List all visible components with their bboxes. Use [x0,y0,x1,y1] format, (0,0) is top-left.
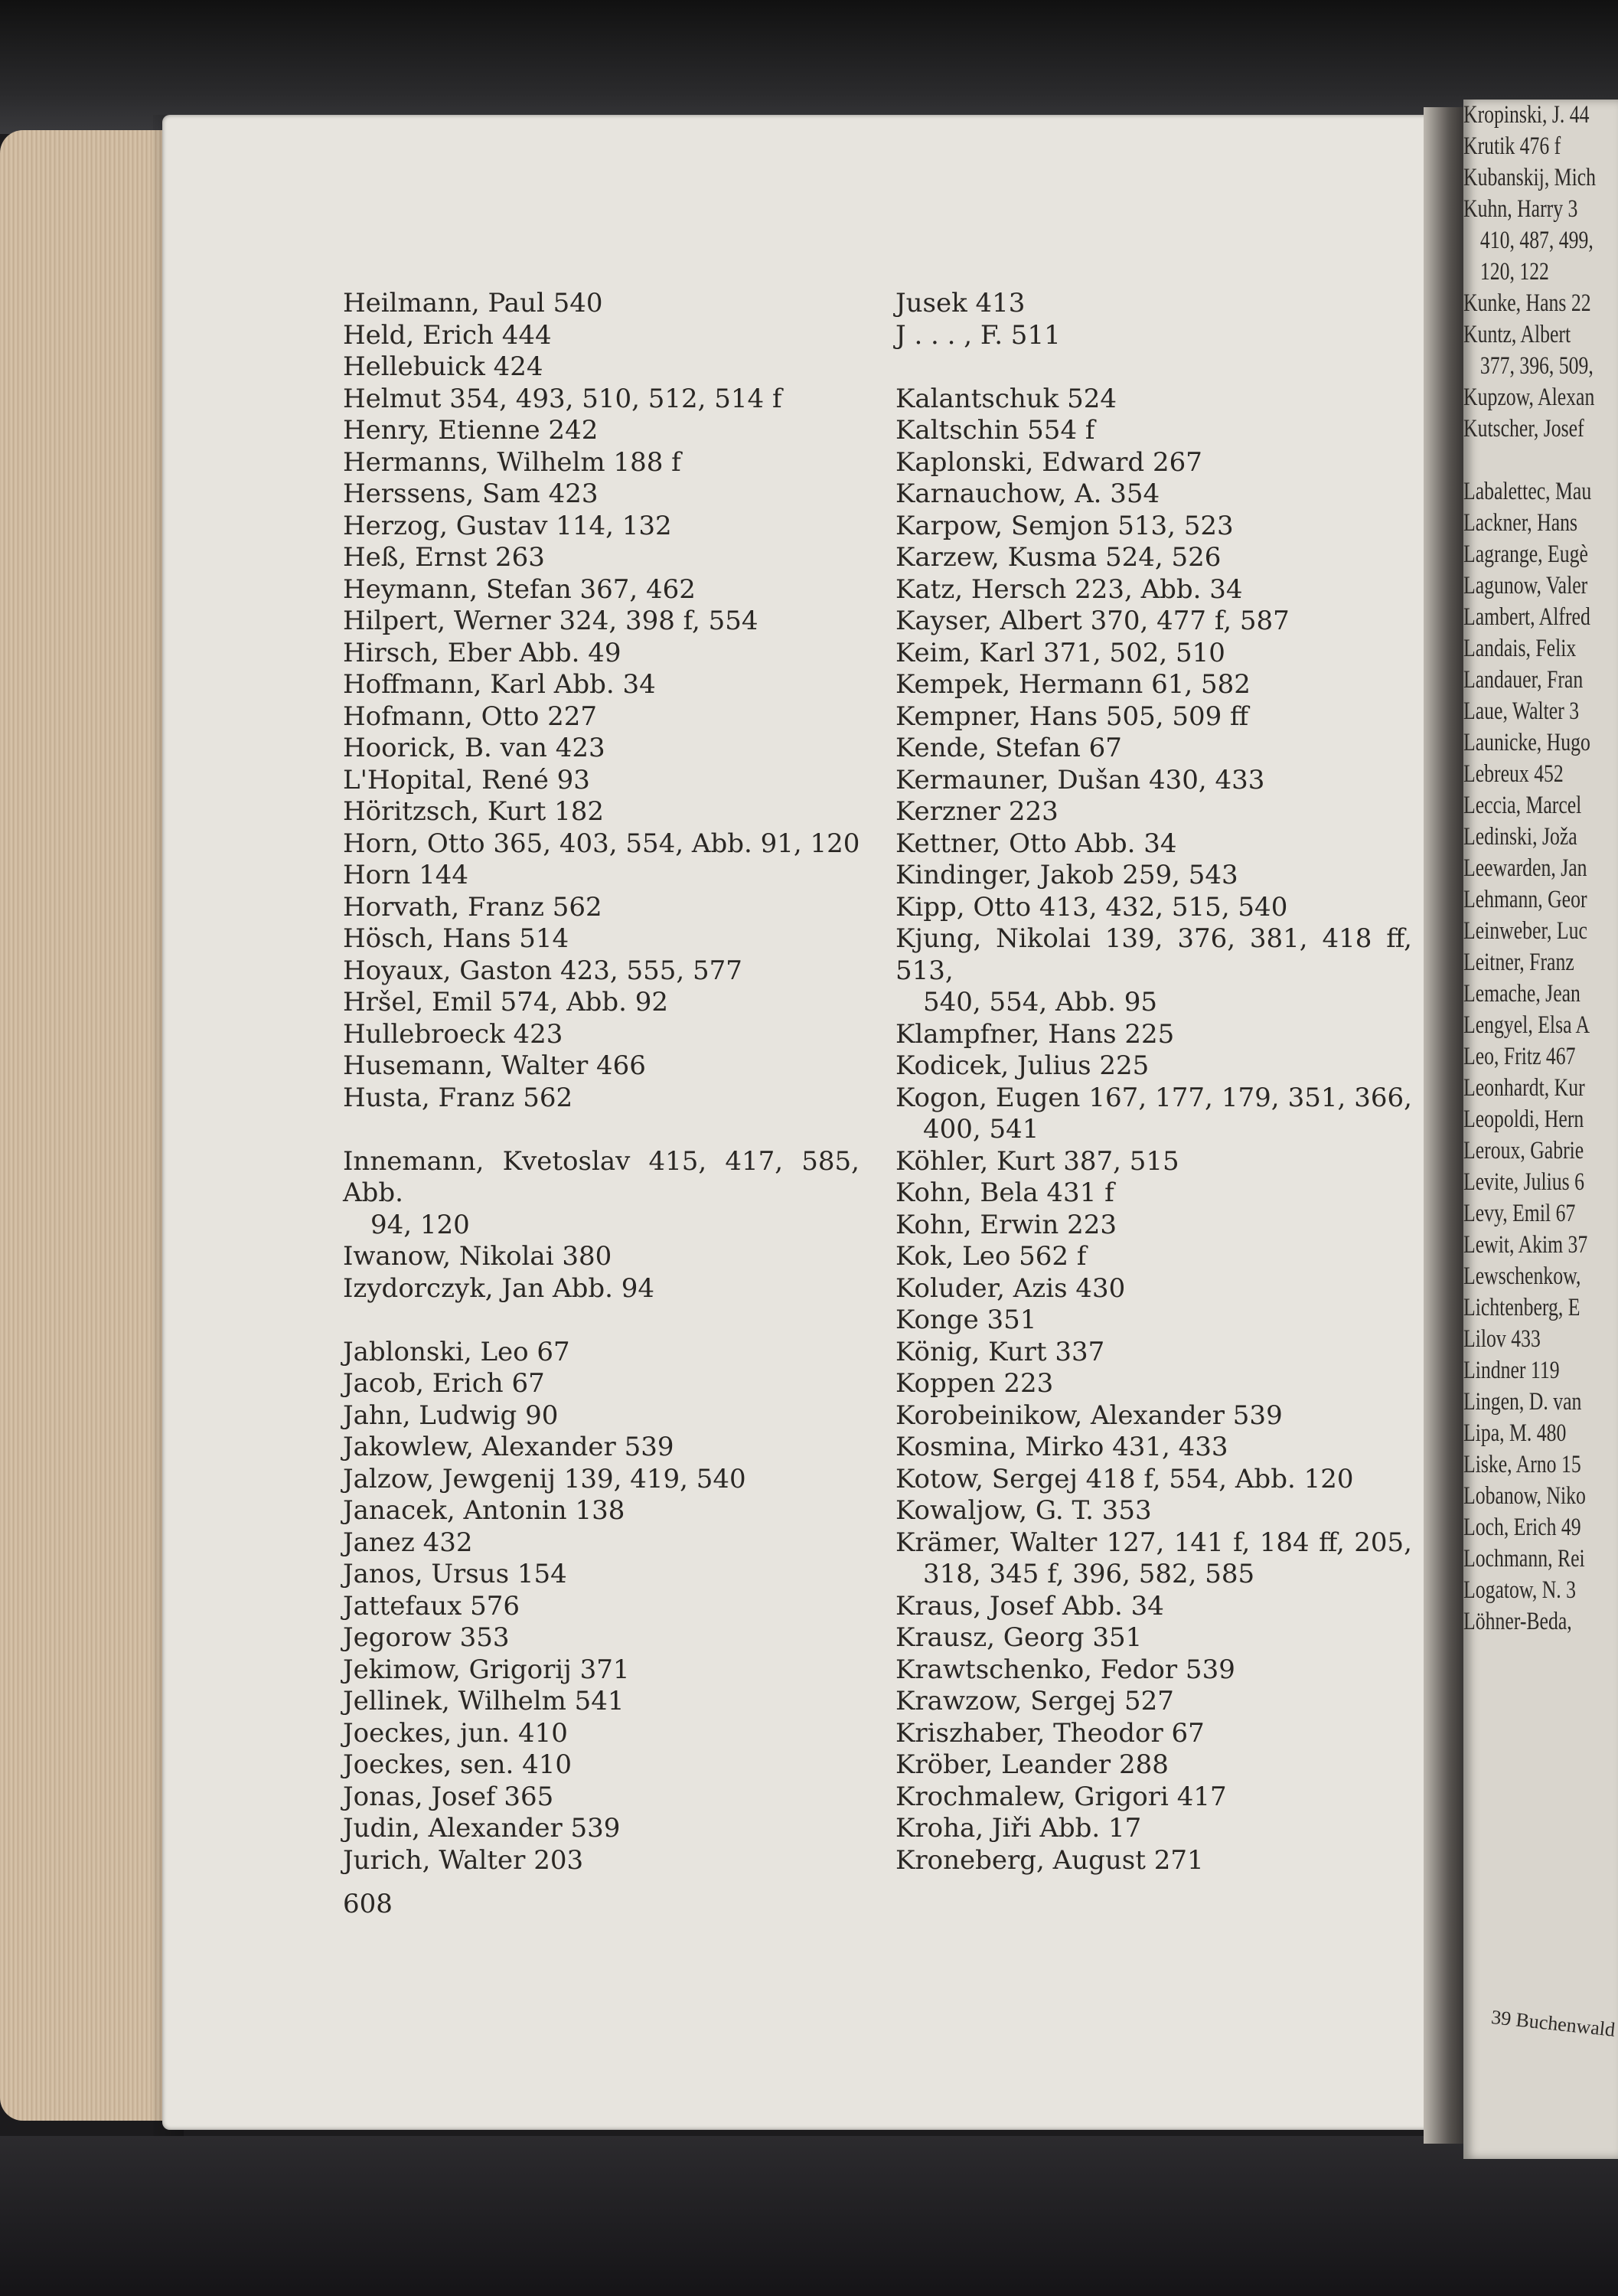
index-entry: Jusek 413 [895,288,1026,318]
next-page-index-fragment [1463,100,1597,1638]
fragment-index-entry: Lochmann, Rei [1463,1545,1585,1573]
index-entry: Kotow, Sergej 418 f, 554, Abb. 120 [895,1463,1354,1494]
fragment-index-entry: Lagunow, Valer [1463,572,1588,599]
index-entry-continuation: 540, 554, Abb. 95 [923,987,1157,1017]
index-entry-continuation: 318, 345 f, 396, 582, 585 [923,1559,1255,1589]
book-page-right-partial [1463,100,1618,2159]
fragment-index-entry: Labalettec, Mau [1463,478,1592,505]
index-entry: Jattefaux 576 [343,1590,520,1622]
index-entry-continuation: 400, 541 [923,1114,1039,1145]
dark-background-top [0,0,1618,134]
index-entry: Herssens, Sam 423 [343,478,599,509]
fragment-index-entry: Lichtenberg, E [1463,1294,1580,1321]
section-gap [1463,445,1589,476]
fragment-index-entry: Löhner-Beda, [1463,1608,1572,1635]
next-page-footer: 39 Buchenwald [1489,2006,1616,2041]
fragment-index-entry: Lemache, Jean [1463,980,1580,1008]
fragment-index-entry: Leinweber, Luc [1463,917,1587,945]
index-entry: Kriszhaber, Theodor 67 [895,1717,1205,1749]
index-entry: Horvath, Franz 562 [343,891,602,923]
index-entry: Klampfner, Hans 225 [895,1018,1175,1050]
index-entry: Kalantschuk 524 [895,383,1117,414]
index-entry: Kjung, Nikolai 139, 376, 381, 418 ff, 513, [895,923,1412,986]
index-entry: Kohn, Bela 431 f [895,1177,1114,1208]
index-entry: Jegorow 353 [343,1622,510,1653]
fragment-index-entry: Lewit, Akim 37 [1463,1231,1588,1259]
index-entry: Judin, Alexander 539 [343,1813,621,1844]
index-entry: L'Hopital, René 93 [343,764,590,795]
index-entry: Hösch, Hans 514 [343,923,569,954]
index-entry: Kempek, Hermann 61, 582 [895,669,1251,700]
index-entry: Janez 432 [343,1527,473,1558]
fragment-index-entry: Kropinski, J. 44 [1463,101,1590,129]
index-entry: Horn 144 [343,860,468,890]
index-entry: Kogon, Eugen 167, 177, 179, 351, 366, [895,1082,1412,1113]
index-entry: Kipp, Otto 413, 432, 515, 540 [895,891,1288,923]
index-entry: Horn, Otto 365, 403, 554, Abb. 91, 120 [343,828,860,859]
fragment-index-entry: Laue, Walter 3 [1463,697,1580,725]
index-entry: Iwanow, Nikolai 380 [343,1241,612,1272]
fragment-index-entry: Ledinski, Joža [1463,823,1577,851]
index-entry: Izydorczyk, Jan Abb. 94 [343,1272,654,1304]
index-entry: Husta, Franz 562 [343,1082,573,1113]
index-column-right [895,288,1412,1876]
index-entry: König, Kurt 337 [895,1336,1105,1367]
index-entry: Korobeinikow, Alexander 539 [895,1399,1283,1431]
index-entry: Kende, Stefan 67 [895,733,1122,763]
index-entry: Hilpert, Werner 324, 398 f, 554 [343,606,758,636]
index-entry: Jekimow, Grigorij 371 [343,1654,630,1685]
index-entry-continuation: 94, 120 [370,1209,470,1240]
index-entry: Krämer, Walter 127, 141 f, 184 ff, 205, [895,1527,1412,1558]
index-entry: Jakowlew, Alexander 539 [343,1432,674,1462]
fragment-index-entry: Lagrange, Eugè [1463,541,1588,568]
index-entry: Jahn, Ludwig 90 [343,1399,559,1431]
index-entry: Innemann, Kvetoslav 415, 417, 585, Abb. [343,1145,860,1208]
index-entry: Heilmann, Paul 540 [343,288,603,318]
index-entry: Kempner, Hans 505, 509 ff [895,701,1249,732]
index-entry: Heß, Ernst 263 [343,542,545,573]
index-entry: Jablonski, Leo 67 [343,1336,570,1367]
fragment-index-entry: Leonhardt, Kur [1463,1074,1585,1102]
index-entry: Janos, Ursus 154 [343,1559,567,1589]
fragment-index-entry: Leroux, Gabrie [1463,1137,1584,1164]
fragment-index-entry: Leitner, Franz [1463,949,1574,976]
fragment-index-entry: Lebreux 452 [1463,760,1564,788]
fragment-index-entry: Kuntz, Albert [1463,321,1571,348]
index-entry: Hoffmann, Karl Abb. 34 [343,669,656,700]
fragment-index-entry: Lehmann, Geor [1463,886,1587,913]
page-number: 608 [343,1889,393,1919]
index-entry: Kaplonski, Edward 267 [895,446,1202,478]
index-entry: Kaltschin 554 f [895,415,1095,446]
index-entry: Joeckes, jun. 410 [343,1717,568,1749]
index-entry: Keim, Karl 371, 502, 510 [895,637,1225,668]
fragment-index-entry: Landais, Felix [1463,635,1577,662]
section-gap [895,351,1412,384]
index-entry: Kohn, Erwin 223 [895,1209,1117,1240]
fragment-index-entry: 377, 396, 509, [1479,352,1594,380]
fragment-index-entry: Kubanskij, Mich [1463,164,1597,191]
index-entry: Henry, Etienne 242 [343,415,599,446]
fragment-index-entry: Launicke, Hugo [1463,729,1590,756]
fragment-index-entry: Lobanow, Niko [1463,1482,1586,1510]
index-entry: Köhler, Kurt 387, 515 [895,1145,1179,1177]
section-gap [343,1305,863,1337]
index-entry: Kindinger, Jakob 259, 543 [895,860,1238,890]
fragment-index-entry: 410, 487, 499, [1479,227,1594,254]
index-entry: Karnauchow, A. 354 [895,478,1160,509]
index-entry: Hoyaux, Gaston 423, 555, 577 [343,955,742,986]
index-entry: Kroha, Jiři Abb. 17 [895,1813,1142,1844]
fragment-index-entry: Lewschenkow, [1463,1262,1581,1290]
index-entry: Helmut 354, 493, 510, 512, 514 f [343,383,782,414]
fragment-index-entry: Leccia, Marcel [1463,792,1582,819]
fragment-index-entry: Levite, Julius 6 [1463,1168,1584,1196]
index-entry: Kettner, Otto Abb. 34 [895,828,1177,859]
fragment-index-entry: Kutscher, Josef [1463,415,1584,443]
index-entry: Kroneberg, August 271 [895,1844,1204,1876]
index-entry: Kermauner, Dušan 430, 433 [895,764,1265,795]
fragment-index-entry: Leo, Fritz 467 [1463,1043,1576,1070]
index-entry: Krawzow, Sergej 527 [895,1686,1174,1716]
index-entry: Jurich, Walter 203 [343,1844,584,1876]
index-entry: Hermanns, Wilhelm 188 f [343,446,681,478]
index-entry: Jonas, Josef 365 [343,1781,554,1812]
index-column-left [343,288,863,1876]
section-gap [343,1114,863,1146]
index-entry: Hellebuick 424 [343,351,543,382]
index-entry: Jacob, Erich 67 [343,1368,545,1399]
index-entry: Koluder, Azis 430 [895,1272,1126,1304]
index-entry: Husemann, Walter 466 [343,1050,646,1081]
index-entry: Katz, Hersch 223, Abb. 34 [895,573,1243,605]
fragment-index-entry: Lengyel, Elsa A [1463,1011,1590,1039]
fragment-index-entry: Leopoldi, Hern [1463,1106,1584,1133]
index-entry: Hullebroeck 423 [343,1018,563,1050]
index-entry: Karpow, Semjon 513, 523 [895,510,1234,541]
index-entry: Held, Erich 444 [343,319,552,351]
book-page-edges [0,130,165,2121]
index-entry: Koppen 223 [895,1368,1054,1399]
fragment-index-entry: Landauer, Fran [1463,666,1584,694]
index-entry: Kayser, Albert 370, 477 f, 587 [895,606,1290,636]
index-entry: Karzew, Kusma 524, 526 [895,542,1222,573]
index-entry: Krausz, Georg 351 [895,1622,1143,1653]
index-entry: Kosmina, Mirko 431, 433 [895,1432,1228,1462]
index-entry: Kowaljow, G. T. 353 [895,1495,1152,1526]
index-entry: Krawtschenko, Fedor 539 [895,1654,1235,1685]
index-entry: Kok, Leo 562 f [895,1241,1087,1272]
fragment-index-entry: Kuhn, Harry 3 [1463,195,1578,223]
fragment-index-entry: Leewarden, Jan [1463,854,1587,882]
index-entry: Herzog, Gustav 114, 132 [343,510,672,541]
fragment-index-entry: Lackner, Hans [1463,509,1578,537]
dark-background-bottom [0,2136,1618,2296]
book-gutter [1424,107,1470,2144]
index-entry: Janacek, Antonin 138 [343,1495,625,1526]
index-entry: Hirsch, Eber Abb. 49 [343,637,621,668]
fragment-index-entry: Lilov 433 [1463,1325,1541,1353]
index-entry: Kodicek, Julius 225 [895,1050,1150,1081]
fragment-index-entry: Logatow, N. 3 [1463,1576,1577,1604]
fragment-index-entry: Levy, Emil 67 [1463,1200,1576,1227]
index-entry: Kröber, Leander 288 [895,1749,1169,1780]
index-entry: Kraus, Josef Abb. 34 [895,1590,1164,1622]
index-entry: Hofmann, Otto 227 [343,701,597,732]
index-entry: Höritzsch, Kurt 182 [343,796,604,827]
index-entry: Joeckes, sen. 410 [343,1749,572,1780]
fragment-index-entry: Kunke, Hans 22 [1463,289,1591,317]
fragment-index-entry: Lipa, M. 480 [1463,1419,1567,1447]
fragment-index-entry: Liske, Arno 15 [1463,1451,1581,1478]
index-entry: Krochmalew, Grigori 417 [895,1781,1227,1812]
fragment-index-entry: 120, 122 [1479,258,1549,286]
fragment-index-entry: Kupzow, Alexan [1463,384,1595,411]
index-entry: Heymann, Stefan 367, 462 [343,573,696,605]
index-entry: Jellinek, Wilhelm 541 [343,1686,625,1716]
index-entry: Kerzner 223 [895,796,1059,827]
index-entry: Jalzow, Jewgenij 139, 419, 540 [343,1463,746,1494]
fragment-index-entry: Loch, Erich 49 [1463,1514,1581,1541]
fragment-index-entry: Lambert, Alfred [1463,603,1590,631]
fragment-index-entry: Lingen, D. van [1463,1388,1582,1416]
index-entry: J . . . , F. 511 [895,319,1061,351]
fragment-index-entry: Lindner 119 [1463,1357,1560,1384]
index-entry: Hršel, Emil 574, Abb. 92 [343,987,669,1017]
fragment-index-entry: Krutik 476 f [1463,132,1561,160]
index-entry: Hoorick, B. van 423 [343,733,605,763]
index-entry: Konge 351 [895,1305,1037,1335]
